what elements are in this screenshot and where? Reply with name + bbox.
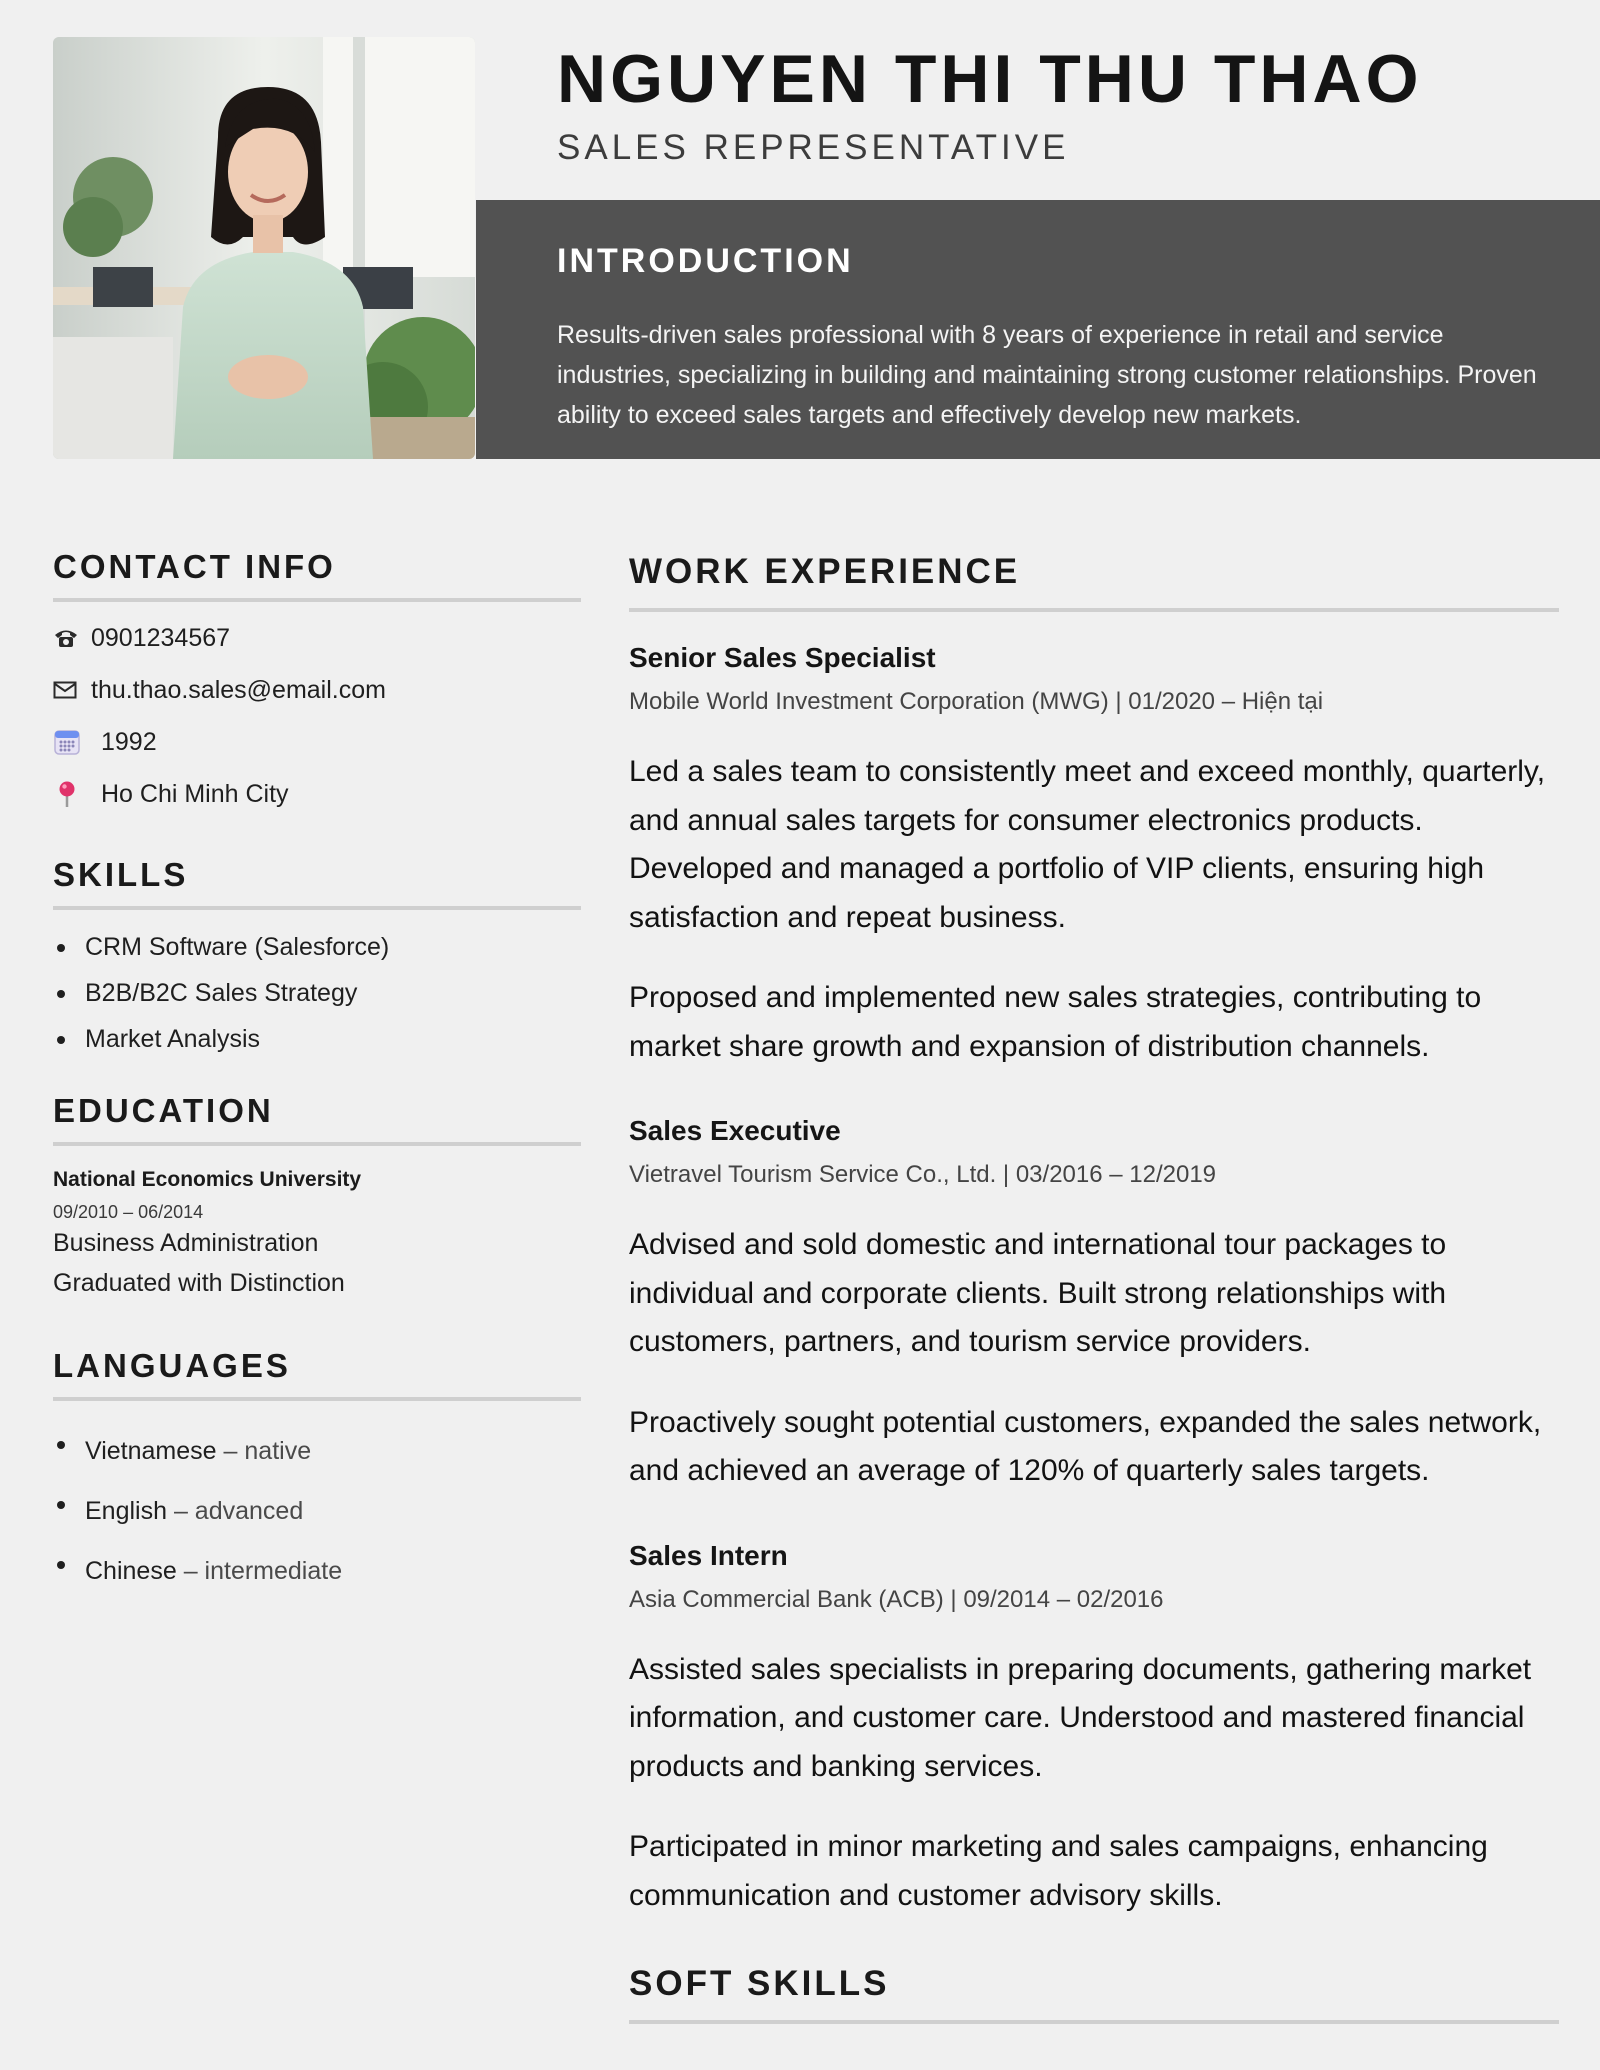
introduction-title: INTRODUCTION (557, 242, 854, 280)
language-name: English (85, 1497, 167, 1525)
education-title: EDUCATION (53, 1092, 581, 1146)
languages-list (53, 1421, 581, 1601)
job-title: Sales Executive (629, 1115, 841, 1146)
list-item: Market Analysis (53, 1016, 581, 1062)
education-school: National Economics University (53, 1168, 362, 1191)
languages-title: LANGUAGES (53, 1347, 581, 1401)
profile-photo (53, 37, 475, 459)
skills-list (53, 924, 581, 1062)
education-dates: 09/2010 – 06/2014 (53, 1202, 204, 1222)
calendar-icon (53, 728, 101, 756)
right-column (629, 552, 1559, 2024)
email-icon (53, 681, 91, 699)
job-title: Sales Intern (629, 1539, 788, 1571)
education-honor: Graduated with Distinction (53, 1269, 345, 1297)
education-major: Business Administration (53, 1229, 319, 1257)
contact-location (53, 768, 581, 820)
language-level: – advanced (173, 1497, 304, 1525)
job-description: Led a sales team to consistently meet and exceed monthly, quarterly, and annual sales targets for consumer electronics products. Developed and managed a portfolio of VIP clients, ensuring high satisfaction and repeat business. (629, 755, 1546, 934)
job-meta: Vietravel Tourism Service Co., Ltd. | 03/2016 – 12/2019 (629, 1161, 1217, 1188)
job-description: Participated in minor marketing and sales campaigns, enhancing communication and customer advisory skills. (629, 1830, 1488, 1912)
contact-list (53, 612, 581, 820)
introduction-text: Results-driven sales professional with 8 years of experience in retail and service industries, specializing in building and maintaining strong customer relationships. Proven ability to exceed sales targets and effectively develop new markets. (557, 321, 1537, 429)
list-item (53, 1421, 581, 1481)
job-entry (629, 1115, 1559, 1496)
candidate-role: SALES REPRESENTATIVE (557, 128, 1070, 167)
contact-email-text: thu.thao.sales@email.com (91, 675, 386, 704)
contact-birth-year-text: 1992 (101, 727, 157, 756)
language-name: Vietnamese (85, 1437, 217, 1465)
contact-email (53, 664, 581, 716)
list-item (53, 1541, 581, 1601)
work-experience-title: WORK EXPERIENCE (629, 552, 1559, 612)
job-description: Proposed and implemented new sales strategies, contributing to market share growth and expansion of distribution channels. (629, 981, 1482, 1063)
left-column (53, 548, 581, 1601)
language-name: Chinese (85, 1557, 177, 1585)
candidate-name: NGUYEN THI THU THAO (557, 41, 1423, 117)
contact-birth-year (53, 716, 581, 768)
job-meta: Mobile World Investment Corporation (MWG) | 01/2020 – Hiện tại (629, 688, 1324, 715)
language-level: – intermediate (183, 1557, 343, 1585)
contact-location-text: Ho Chi Minh City (101, 779, 289, 808)
list-item: CRM Software (Salesforce) (53, 924, 581, 970)
job-entry (629, 1540, 1559, 1921)
contact-info-title: CONTACT INFO (53, 548, 581, 602)
contact-phone (53, 612, 581, 664)
list-item (53, 1481, 581, 1541)
job-title: Senior Sales Specialist (629, 642, 936, 673)
language-level: – native (223, 1437, 312, 1465)
soft-skills-title: SOFT SKILLS (629, 1964, 1559, 2024)
education-entry (53, 1168, 581, 1303)
skills-title: SKILLS (53, 856, 581, 910)
phone-icon (53, 627, 91, 649)
job-meta: Asia Commercial Bank (ACB) | 09/2014 – 02/2016 (629, 1585, 1164, 1613)
contact-phone-text: 0901234567 (91, 623, 231, 652)
job-description: Assisted sales specialists in preparing documents, gathering market information, and customer care. Understood and mastered financial products and banking services. (629, 1652, 1532, 1783)
list-item: B2B/B2C Sales Strategy (53, 970, 581, 1016)
introduction-section (476, 200, 1600, 459)
location-pin-icon (53, 779, 101, 809)
job-description: Advised and sold domestic and international tour packages to individual and corporate clients. Built strong relationships with customers, partners, and tourism service providers. (629, 1228, 1447, 1358)
job-entry (629, 642, 1559, 1071)
job-description: Proactively sought potential customers, expanded the sales network, and achieved an average of 120% of quarterly sales targets. (629, 1405, 1542, 1487)
